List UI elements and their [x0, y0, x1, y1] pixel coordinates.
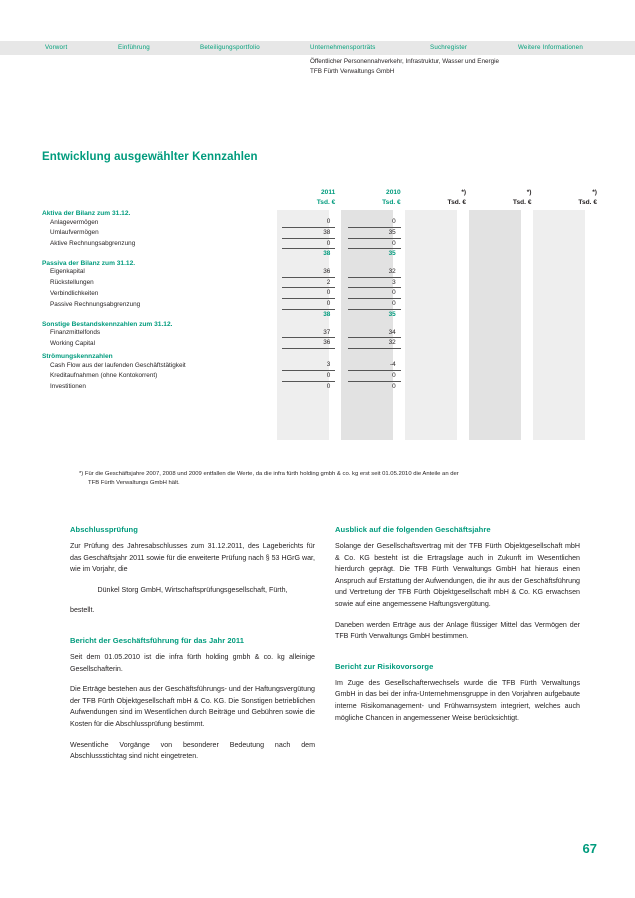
sum-value: [478, 310, 531, 321]
row-label: Rückstellungen: [50, 279, 94, 287]
sum-value: 35: [388, 311, 396, 319]
row-value: 0: [348, 288, 401, 299]
table-row: [42, 370, 597, 381]
table-header-row: [42, 188, 597, 207]
row-value: [478, 238, 531, 249]
row-label: Investitionen: [50, 382, 86, 390]
paragraph-auditor: Dünkel Storg GmbH, Wirtschaftsprüfungsgesellschaft, Fürth,: [97, 585, 288, 594]
row-value: 0: [282, 288, 335, 299]
table-row: [42, 277, 597, 288]
table-row: [42, 328, 597, 338]
heading-abschlusspruefung: Abschlussprüfung: [70, 525, 138, 534]
row-value: [544, 267, 597, 277]
page-title: Entwicklung ausgewählter Kennzahlen: [42, 151, 258, 163]
row-value: [478, 267, 531, 277]
group-heading-sonstige: Sonstige Bestandskennzahlen zum 31.12.: [42, 320, 173, 328]
row-value: [413, 381, 466, 391]
table-group-heading-row: [42, 321, 597, 328]
row-value: [413, 338, 466, 349]
row-label: Aktive Rechnungsabgrenzung: [50, 240, 136, 248]
row-value: [413, 277, 466, 288]
paragraph: Die Erträge bestehen aus der Geschäftsführungs- und der Haftungsvergütung der TFB Fürth Objektgesellschaft mbH & Co. KG. Die Sonstigen betrieblichen Aufwendungen sind im Wesentlichen durch Beiträge und Gebühren sowie die Kosten für die Abschlussprüfung bestimmt.: [70, 685, 315, 728]
row-value: [478, 227, 531, 238]
row-value: [413, 328, 466, 338]
header-col-star3: *) Tsd. €: [578, 189, 597, 206]
right-text-column: [335, 525, 580, 724]
row-value: 0: [348, 299, 401, 310]
row-value: 3: [282, 360, 335, 370]
nav-link-suchregister[interactable]: Suchregister: [430, 44, 468, 51]
header-col-2010: 2010 Tsd. €: [382, 189, 401, 206]
header-col-star2: *) Tsd. €: [512, 189, 532, 206]
row-value: 36: [282, 338, 335, 349]
row-value: [544, 381, 597, 391]
row-value: [413, 267, 466, 277]
row-value: [478, 217, 531, 227]
row-value: 0: [282, 370, 335, 381]
key-figures-table: [42, 188, 597, 392]
paragraph: Solange der Gesellschaftsvertrag mit der TFB Fürth Objektgesellschaft mbH & Co. KG besteht ist die Ertragslage auch in Zukunft im Wesentlichen hierdurch geprägt. Die TFB Fürth Verwaltungs GmbH hat hieraus einen Anspruch auf Erstattung der Aufwendungen, die ihr aus der Geschäftsführung und Vertretung der TFB Fürth Objektgesellschaft mbH & Co. KG erwachsen sowie auf eine angemessene Haftungsvergütung.: [335, 542, 580, 608]
header-col-2011: 2011 Tsd. €: [316, 189, 336, 206]
nav-link-vorwort[interactable]: Vorwort: [45, 44, 68, 51]
row-value: [413, 227, 466, 238]
row-value: [478, 288, 531, 299]
sum-value: 38: [323, 250, 331, 258]
row-value: [413, 360, 466, 370]
row-value: [413, 288, 466, 299]
heading-risikovorsorge: Bericht zur Risikovorsorge: [335, 661, 434, 671]
row-value: [413, 299, 466, 310]
left-text-column: [70, 525, 315, 763]
table-sum-row: [42, 249, 597, 260]
top-navigation-bar: [0, 41, 635, 55]
header-subtitle: [310, 57, 499, 77]
sum-value: [544, 249, 597, 260]
row-label: Umlaufvermögen: [50, 229, 99, 237]
page-number: 67: [582, 841, 597, 856]
row-value: [478, 360, 531, 370]
row-value: 3: [348, 277, 401, 288]
table-row: [42, 217, 597, 227]
table-row: [42, 338, 597, 349]
row-value: [544, 328, 597, 338]
footnote-line-2: TFB Fürth Verwaltungs GmbH hält.: [88, 479, 180, 486]
heading-ausblick: Ausblick auf die folgenden Geschäftsjahre: [335, 525, 491, 534]
row-value: 0: [392, 382, 396, 390]
table-sum-row: [42, 310, 597, 321]
row-value: 0: [282, 217, 335, 227]
sum-value: [478, 249, 531, 260]
row-value: 32: [348, 267, 401, 277]
row-value: [478, 338, 531, 349]
row-value: [544, 338, 597, 349]
row-value: [413, 217, 466, 227]
table-row: [42, 267, 597, 277]
row-value: [544, 277, 597, 288]
row-value: [544, 299, 597, 310]
row-value: [478, 328, 531, 338]
table-body: [42, 207, 597, 392]
table-row: [42, 288, 597, 299]
row-value: [478, 299, 531, 310]
paragraph: bestellt.: [70, 606, 95, 615]
table-row: [42, 238, 597, 249]
group-heading-aktiva: Aktiva der Bilanz zum 31.12.: [42, 210, 131, 217]
row-value: [544, 370, 597, 381]
row-value: [544, 360, 597, 370]
row-value: 35: [348, 227, 401, 238]
row-value: [478, 381, 531, 391]
table-group-heading-row: [42, 207, 597, 217]
row-value: 2: [282, 277, 335, 288]
row-value: [413, 370, 466, 381]
row-value: [544, 227, 597, 238]
table-row: [42, 360, 597, 370]
row-label: Passive Rechnungsabgrenzung: [50, 300, 141, 308]
group-heading-stroemung: Strömungskennzahlen: [42, 353, 113, 361]
paragraph: Zur Prüfung des Jahresabschlusses zum 31.12.2011, des Lageberichts für das Geschäftsjahr 2011 sowie für die erweiterte Prüfung nach § 53 HGrG war, wie im Vorjahr, die: [70, 542, 315, 574]
table-row: [42, 299, 597, 310]
header-col-star1: *) Tsd. €: [447, 189, 467, 206]
sum-value: 38: [323, 311, 331, 319]
row-label: Working Capital: [50, 339, 95, 347]
sum-value: 35: [388, 250, 396, 258]
sum-value: [413, 310, 466, 321]
table-header: [42, 188, 597, 207]
row-value: 38: [282, 227, 335, 238]
paragraph: Daneben werden Erträge aus der Anlage flüssiger Mittel das Vermögen der TFB Fürth Verwaltungs GmbH bestimmen.: [335, 620, 580, 641]
sum-value: [413, 249, 466, 260]
header-company: TFB Fürth Verwaltungs GmbH: [310, 68, 395, 75]
table-footnote: [79, 470, 559, 487]
paragraph: Seit dem 01.05.2010 ist die infra fürth holding gmbh & co. kg alleinige Gesellschafterin.: [70, 652, 315, 673]
table-row: [42, 381, 597, 391]
paragraph: Im Zuge des Gesellschafterwechsels wurde die TFB Fürth Verwaltungs GmbH in das bei der infra-Unternehmensgruppe in den Vorjahren aufgebaute interne Risikomanagement- und Frühwarnsystem integriert, welches auch mögliche Chancen in angemessener Weise berücksichtigt.: [335, 678, 580, 722]
row-value: [544, 217, 597, 227]
row-label: Eigenkapital: [50, 268, 85, 276]
row-value: 0: [282, 299, 335, 310]
row-value: -4: [348, 360, 401, 370]
footnote-line-1: *) Für die Geschäftsjahre 2007, 2008 und 2009 entfallen die Werte, da die infra fürth holding gmbh & co. kg erst seit 01.05.2010 die Anteile an der: [79, 471, 459, 477]
heading-bericht-geschaeftsfuehrung: Bericht der Geschäftsführung für das Jahr 2011: [70, 635, 245, 645]
header-sector: Öffentlicher Personennahverkehr, Infrastruktur, Wasser und Energie: [310, 58, 500, 65]
financial-table-wrapper: [42, 188, 597, 392]
row-label: Verbindlichkeiten: [50, 289, 99, 297]
table-header-blank: [42, 188, 282, 207]
row-label: Kreditaufnahmen (ohne Kontokorrent): [50, 372, 158, 380]
row-value: 32: [348, 338, 401, 349]
row-value: [478, 277, 531, 288]
nav-link-unternehmensportraets[interactable]: Unternehmensporträts: [310, 44, 376, 51]
row-value: 0: [326, 382, 331, 390]
row-value: 36: [282, 267, 335, 277]
table-row: [42, 227, 597, 238]
row-value: 0: [348, 370, 401, 381]
sum-value: [544, 310, 597, 321]
table-group-heading-row: [42, 353, 597, 360]
table-group-heading-row: [42, 260, 597, 267]
row-value: [478, 370, 531, 381]
nav-link-einfuehrung[interactable]: Einführung: [118, 44, 150, 51]
row-label: Anlagevermögen: [50, 218, 99, 226]
row-value: 0: [282, 238, 335, 249]
row-value: [544, 288, 597, 299]
nav-link-weitere-informationen[interactable]: Weitere Informationen: [518, 44, 583, 51]
row-value: 34: [348, 328, 401, 338]
row-value: 37: [282, 328, 335, 338]
row-label: Finanzmittelfonds: [50, 329, 101, 337]
row-value: [413, 238, 466, 249]
row-value: 0: [348, 217, 401, 227]
nav-link-beteiligungsportfolio[interactable]: Beteiligungsportfolio: [200, 44, 260, 51]
row-label: Cash Flow aus der laufenden Geschäftstätigkeit: [50, 361, 186, 369]
group-heading-passiva: Passiva der Bilanz zum 31.12.: [42, 259, 136, 267]
row-value: [544, 238, 597, 249]
paragraph: Wesentliche Vorgänge von besonderer Bedeutung nach dem Abschlussstichtag sind nicht eingetreten.: [70, 740, 315, 761]
row-value: 0: [348, 238, 401, 249]
top-navigation-items: [40, 41, 600, 55]
